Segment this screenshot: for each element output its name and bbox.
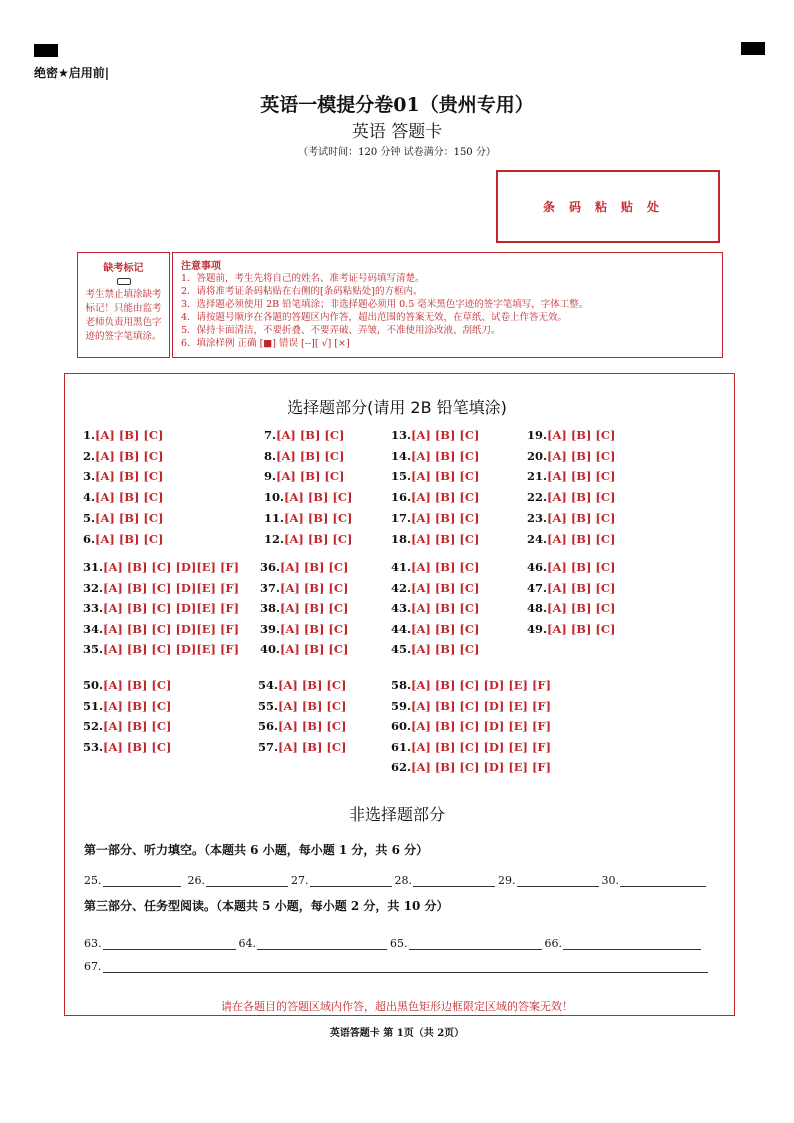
question-7[interactable] bbox=[264, 428, 344, 442]
answer-blank[interactable] bbox=[620, 876, 706, 887]
answer-blank[interactable] bbox=[103, 939, 236, 950]
absent-mark-checkbox[interactable] bbox=[117, 278, 131, 285]
notes-line: 6．填涂样例 正确 [■] 错误 [--][ √] [×] bbox=[181, 338, 350, 349]
question-9[interactable] bbox=[264, 469, 344, 483]
question-number: 15. bbox=[391, 469, 412, 484]
question-46[interactable] bbox=[527, 560, 615, 574]
blank-number: 67. bbox=[84, 960, 102, 973]
barcode-label: 条码粘贴处 bbox=[542, 200, 673, 214]
blank-number: 26. bbox=[187, 874, 205, 887]
question-40[interactable] bbox=[260, 642, 348, 656]
question-10[interactable] bbox=[264, 490, 352, 504]
answer-options[interactable]: [A] [B] [C] bbox=[411, 531, 480, 546]
question-53[interactable] bbox=[83, 740, 171, 754]
question-number: 62. bbox=[391, 760, 412, 774]
question-number: 61. bbox=[391, 739, 412, 754]
question-number: 52. bbox=[83, 719, 104, 733]
question-number: 42. bbox=[391, 580, 412, 595]
question-number: 13. bbox=[391, 428, 412, 442]
question-number: 33. bbox=[83, 601, 104, 615]
question-43[interactable] bbox=[391, 601, 479, 615]
question-number: 55. bbox=[258, 698, 279, 713]
question-number: 32. bbox=[83, 580, 104, 595]
answer-options[interactable]: [A] [B] [C] bbox=[547, 490, 616, 505]
blank-number: 28. bbox=[394, 874, 412, 887]
question-number: 49. bbox=[527, 621, 548, 636]
question-number: 12. bbox=[264, 531, 285, 546]
question-8[interactable] bbox=[264, 449, 344, 463]
answer-options[interactable]: [A] [B] [C] bbox=[411, 448, 480, 463]
question-number: 10. bbox=[264, 490, 285, 505]
blank-number: 27. bbox=[291, 874, 309, 887]
question-45[interactable] bbox=[391, 642, 479, 656]
answer-options[interactable]: [A] [B] [C] bbox=[547, 510, 616, 525]
question-number: 21. bbox=[527, 469, 548, 484]
question-59[interactable] bbox=[391, 699, 551, 713]
question-number: 47. bbox=[527, 580, 548, 595]
answer-options[interactable]: [A] [B] [C] [D] [E] [F] bbox=[411, 678, 552, 692]
answer-options[interactable]: [A] [B] [C] bbox=[103, 719, 172, 733]
question-number: 19. bbox=[527, 428, 548, 442]
answer-blank[interactable] bbox=[103, 962, 708, 973]
answer-blank[interactable] bbox=[517, 876, 599, 887]
question-number: 24. bbox=[527, 531, 548, 546]
answer-options[interactable]: [A] [B] [C] bbox=[280, 621, 349, 636]
question-number: 40. bbox=[260, 642, 281, 656]
question-number: 45. bbox=[391, 642, 412, 656]
question-number: 23. bbox=[527, 510, 548, 525]
blank-number: 64. bbox=[238, 937, 256, 950]
question-18[interactable] bbox=[391, 532, 479, 546]
question-55[interactable] bbox=[258, 699, 346, 713]
question-58[interactable] bbox=[391, 678, 551, 692]
question-number: 53. bbox=[83, 739, 104, 754]
notes-line: 5．保持卡面清洁，不要折叠、不要弄破、弄皱，不准使用涂改液、刮纸刀。 bbox=[181, 325, 501, 336]
question-number: 38. bbox=[260, 601, 281, 615]
question-51[interactable] bbox=[83, 699, 171, 713]
question-number: 51. bbox=[83, 698, 104, 713]
answer-options[interactable]: [A] [B] [C] bbox=[95, 531, 164, 546]
question-6[interactable] bbox=[83, 532, 163, 546]
question-number: 17. bbox=[391, 510, 412, 525]
answer-options[interactable]: [A] [B] [C] [D][E] [F] bbox=[103, 621, 240, 636]
choice-section-title: 选择题部分(请用 2B 铅笔填涂) bbox=[287, 398, 507, 417]
answer-blank[interactable] bbox=[257, 939, 387, 950]
question-44[interactable] bbox=[391, 622, 479, 636]
question-number: 31. bbox=[83, 560, 104, 574]
secret-label: 绝密★启用前| bbox=[34, 66, 110, 80]
absent-mark-title: 缺考标记 bbox=[103, 263, 144, 274]
answer-options[interactable]: [A] [B] [C] bbox=[284, 531, 353, 546]
answer-options[interactable]: [A] [B] [C] bbox=[411, 580, 480, 595]
answer-options[interactable]: [A] [B] [C] bbox=[103, 698, 172, 713]
question-13[interactable] bbox=[391, 428, 479, 442]
question-number: 6. bbox=[83, 531, 96, 546]
question-15[interactable] bbox=[391, 469, 479, 483]
answer-options[interactable]: [A] [B] [C] bbox=[411, 642, 480, 656]
answer-options[interactable]: [A] [B] [C] bbox=[280, 580, 349, 595]
notes-line: 2．请将准考证条码粘贴在右侧的[条码粘贴处]的方框内。 bbox=[181, 286, 423, 297]
answer-options[interactable]: [A] [B] [C] bbox=[547, 601, 616, 615]
blank-row-reading-2 bbox=[84, 960, 711, 973]
question-1[interactable] bbox=[83, 428, 163, 442]
question-number: 5. bbox=[83, 510, 96, 525]
answer-options[interactable]: [A] [B] [C] bbox=[547, 469, 616, 484]
question-39[interactable] bbox=[260, 622, 348, 636]
question-61[interactable] bbox=[391, 740, 551, 754]
question-number: 43. bbox=[391, 601, 412, 615]
answer-options[interactable]: [A] [B] [C] bbox=[284, 490, 353, 505]
warning-text: 请在各题目的答题区域内作答，超出黑色矩形边框限定区域的答案无效！ bbox=[221, 1000, 573, 1013]
question-57[interactable] bbox=[258, 740, 346, 754]
question-56[interactable] bbox=[258, 719, 346, 733]
question-number: 36. bbox=[260, 560, 281, 574]
question-number: 58. bbox=[391, 678, 412, 692]
part1-heading: 第一部分、听力填空。（本题共 6 小题，每小题 1 分，共 6 分） bbox=[84, 843, 429, 857]
blank-number: 30. bbox=[601, 874, 619, 887]
blank-number: 25. bbox=[84, 874, 102, 887]
question-number: 59. bbox=[391, 698, 412, 713]
notes-line: 1．答题前，考生先将自己的姓名、准考证号码填写清楚。 bbox=[181, 273, 425, 284]
question-4[interactable] bbox=[83, 490, 163, 504]
question-62[interactable] bbox=[391, 760, 551, 774]
page-subtitle: 英语 答题卡 bbox=[351, 122, 443, 142]
answer-options[interactable]: [A] [B] [C] [D] [E] [F] bbox=[411, 719, 552, 733]
answer-options[interactable]: [A] [B] [C] bbox=[411, 510, 480, 525]
exam-time-info: （考试时间：120 分钟 试卷满分：150 分） bbox=[298, 147, 496, 158]
answer-options[interactable]: [A] [B] [C] bbox=[103, 739, 172, 754]
answer-options[interactable]: [A] [B] [C] bbox=[547, 448, 616, 463]
question-34[interactable] bbox=[83, 622, 239, 636]
question-17[interactable] bbox=[391, 511, 479, 525]
question-38[interactable] bbox=[260, 601, 348, 615]
answer-options[interactable]: [A] [B] [C] bbox=[547, 621, 616, 636]
question-number: 11. bbox=[264, 510, 285, 525]
question-41[interactable] bbox=[391, 560, 479, 574]
answer-options[interactable]: [A] [B] [C] bbox=[280, 642, 349, 656]
corner-mark-left bbox=[34, 44, 58, 57]
answer-options[interactable]: [A] [B] [C] bbox=[547, 560, 616, 574]
nonchoice-section-title: 非选择题部分 bbox=[348, 805, 445, 824]
question-number: 48. bbox=[527, 601, 548, 615]
corner-mark-right bbox=[741, 42, 765, 55]
answer-options[interactable]: [A] [B] [C] bbox=[278, 678, 347, 692]
answer-options[interactable]: [A] [B] [C] bbox=[411, 601, 480, 615]
question-number: 46. bbox=[527, 560, 548, 574]
answer-options[interactable]: [A] [B] [C] bbox=[280, 601, 349, 615]
answer-blank[interactable] bbox=[310, 876, 392, 887]
question-5[interactable] bbox=[83, 511, 163, 525]
answer-options[interactable]: [A] [B] [C] [D] [E] [F] bbox=[411, 739, 552, 754]
answer-options[interactable]: [A] [B] [C] bbox=[284, 510, 353, 525]
question-number: 16. bbox=[391, 490, 412, 505]
question-number: 54. bbox=[258, 678, 279, 692]
answer-options[interactable]: [A] [B] [C] bbox=[278, 698, 347, 713]
question-number: 20. bbox=[527, 448, 548, 463]
part3-heading: 第三部分、任务型阅读。（本题共 5 小题，每小题 2 分，共 10 分） bbox=[84, 899, 449, 913]
answer-options[interactable]: [A] [B] [C] bbox=[411, 428, 480, 442]
question-number: 4. bbox=[83, 490, 96, 505]
question-35[interactable] bbox=[83, 642, 239, 656]
question-number: 60. bbox=[391, 719, 412, 733]
answer-options[interactable]: [A] [B] [C] bbox=[276, 448, 345, 463]
answer-options[interactable]: [A] [B] [C] bbox=[411, 469, 480, 484]
question-50[interactable] bbox=[83, 678, 171, 692]
question-3[interactable] bbox=[83, 469, 163, 483]
answer-options[interactable]: [A] [B] [C] bbox=[411, 490, 480, 505]
blank-number: 29. bbox=[498, 874, 516, 887]
question-47[interactable] bbox=[527, 581, 615, 595]
answer-options[interactable]: [A] [B] [C] [D][E] [F] bbox=[103, 601, 240, 615]
question-33[interactable] bbox=[83, 601, 239, 615]
page-title: 英语一模提分卷01（贵州专用） bbox=[260, 94, 534, 116]
question-37[interactable] bbox=[260, 581, 348, 595]
question-2[interactable] bbox=[83, 449, 163, 463]
question-22[interactable] bbox=[527, 490, 615, 504]
answer-options[interactable]: [A] [B] [C] bbox=[278, 739, 347, 754]
question-number: 39. bbox=[260, 621, 281, 636]
question-number: 18. bbox=[391, 531, 412, 546]
question-21[interactable] bbox=[527, 469, 615, 483]
question-number: 1. bbox=[83, 428, 96, 442]
question-31[interactable] bbox=[83, 560, 239, 574]
answer-options[interactable]: [A] [B] [C] bbox=[547, 580, 616, 595]
answer-options[interactable]: [A] [B] [C] bbox=[95, 448, 164, 463]
answer-options[interactable]: [A] [B] [C] [D] [E] [F] bbox=[411, 760, 552, 774]
answer-options[interactable]: [A] [B] [C] [D][E] [F] bbox=[103, 560, 240, 574]
blank-number: 65. bbox=[390, 937, 408, 950]
blank-number: 66. bbox=[544, 937, 562, 950]
question-number: 41. bbox=[391, 560, 412, 574]
question-14[interactable] bbox=[391, 449, 479, 463]
blank-row-listening bbox=[84, 874, 709, 887]
answer-options[interactable]: [A] [B] [C] bbox=[276, 469, 345, 484]
notes-line: 4．请按题号顺序在各题的答题区内作答，超出范围的答案无效，在草纸、试卷上作答无效。 bbox=[181, 312, 568, 323]
answer-blank[interactable] bbox=[413, 876, 495, 887]
question-19[interactable] bbox=[527, 428, 615, 442]
question-number: 50. bbox=[83, 678, 104, 692]
question-24[interactable] bbox=[527, 532, 615, 546]
answer-options[interactable]: [A] [B] [C] [D][E] [F] bbox=[103, 642, 240, 656]
question-number: 7. bbox=[264, 428, 277, 442]
answer-options[interactable]: [A] [B] [C] bbox=[278, 719, 347, 733]
answer-options[interactable]: [A] [B] [C] bbox=[547, 531, 616, 546]
question-23[interactable] bbox=[527, 511, 615, 525]
answer-blank[interactable] bbox=[563, 939, 701, 950]
question-52[interactable] bbox=[83, 719, 171, 733]
answer-options[interactable]: [A] [B] [C] bbox=[411, 560, 480, 574]
question-11[interactable] bbox=[264, 511, 352, 525]
barcode-area bbox=[496, 170, 720, 243]
question-number: 37. bbox=[260, 580, 281, 595]
question-49[interactable] bbox=[527, 622, 615, 636]
question-number: 57. bbox=[258, 739, 279, 754]
answer-options[interactable]: [A] [B] [C] bbox=[95, 469, 164, 484]
question-number: 9. bbox=[264, 469, 277, 484]
question-number: 35. bbox=[83, 642, 104, 656]
notes-line: 3．选择题必须使用 2B 铅笔填涂；非选择题必须用 0.5 毫米黑色字迹的签字笔填写，字体工整。 bbox=[181, 299, 589, 310]
notes-title: 注意事项 bbox=[181, 261, 221, 272]
question-number: 8. bbox=[264, 448, 277, 463]
question-48[interactable] bbox=[527, 601, 615, 615]
answer-options[interactable]: [A] [B] [C] bbox=[280, 560, 349, 574]
answer-options[interactable]: [A] [B] [C] bbox=[95, 490, 164, 505]
question-number: 34. bbox=[83, 621, 104, 636]
answer-options[interactable]: [A] [B] [C] bbox=[95, 510, 164, 525]
absent-mark-box bbox=[77, 252, 170, 358]
answer-options[interactable]: [A] [B] [C] bbox=[547, 428, 616, 442]
answer-options[interactable]: [A] [B] [C] [D] [E] [F] bbox=[411, 698, 552, 713]
blank-number: 63. bbox=[84, 937, 102, 950]
question-number: 14. bbox=[391, 448, 412, 463]
question-number: 2. bbox=[83, 448, 96, 463]
question-12[interactable] bbox=[264, 532, 352, 546]
answer-blank[interactable] bbox=[206, 876, 288, 887]
page-footer: 英语答题卡 第 1页（共 2页） bbox=[329, 1028, 465, 1039]
question-32[interactable] bbox=[83, 581, 239, 595]
question-16[interactable] bbox=[391, 490, 479, 504]
answer-blank[interactable] bbox=[103, 876, 181, 887]
answer-options[interactable]: [A] [B] [C] bbox=[411, 621, 480, 636]
absent-mark-text: 考生禁止填涂缺考标记！只能由监考老师负责用黑色字迹的签字笔填涂。 bbox=[85, 289, 162, 342]
answer-options[interactable]: [A] [B] [C] [D][E] [F] bbox=[103, 580, 240, 595]
question-36[interactable] bbox=[260, 560, 348, 574]
question-60[interactable] bbox=[391, 719, 551, 733]
answer-blank[interactable] bbox=[409, 939, 542, 950]
question-number: 3. bbox=[83, 469, 96, 484]
answer-options[interactable]: [A] [B] [C] bbox=[103, 678, 172, 692]
question-number: 22. bbox=[527, 490, 548, 505]
answer-options[interactable]: [A] [B] [C] bbox=[276, 428, 345, 442]
question-number: 44. bbox=[391, 621, 412, 636]
question-20[interactable] bbox=[527, 449, 615, 463]
notes-box bbox=[172, 252, 723, 358]
blank-row-reading-1 bbox=[84, 937, 704, 950]
question-42[interactable] bbox=[391, 581, 479, 595]
question-number: 56. bbox=[258, 719, 279, 733]
question-54[interactable] bbox=[258, 678, 346, 692]
answer-options[interactable]: [A] [B] [C] bbox=[95, 428, 164, 442]
